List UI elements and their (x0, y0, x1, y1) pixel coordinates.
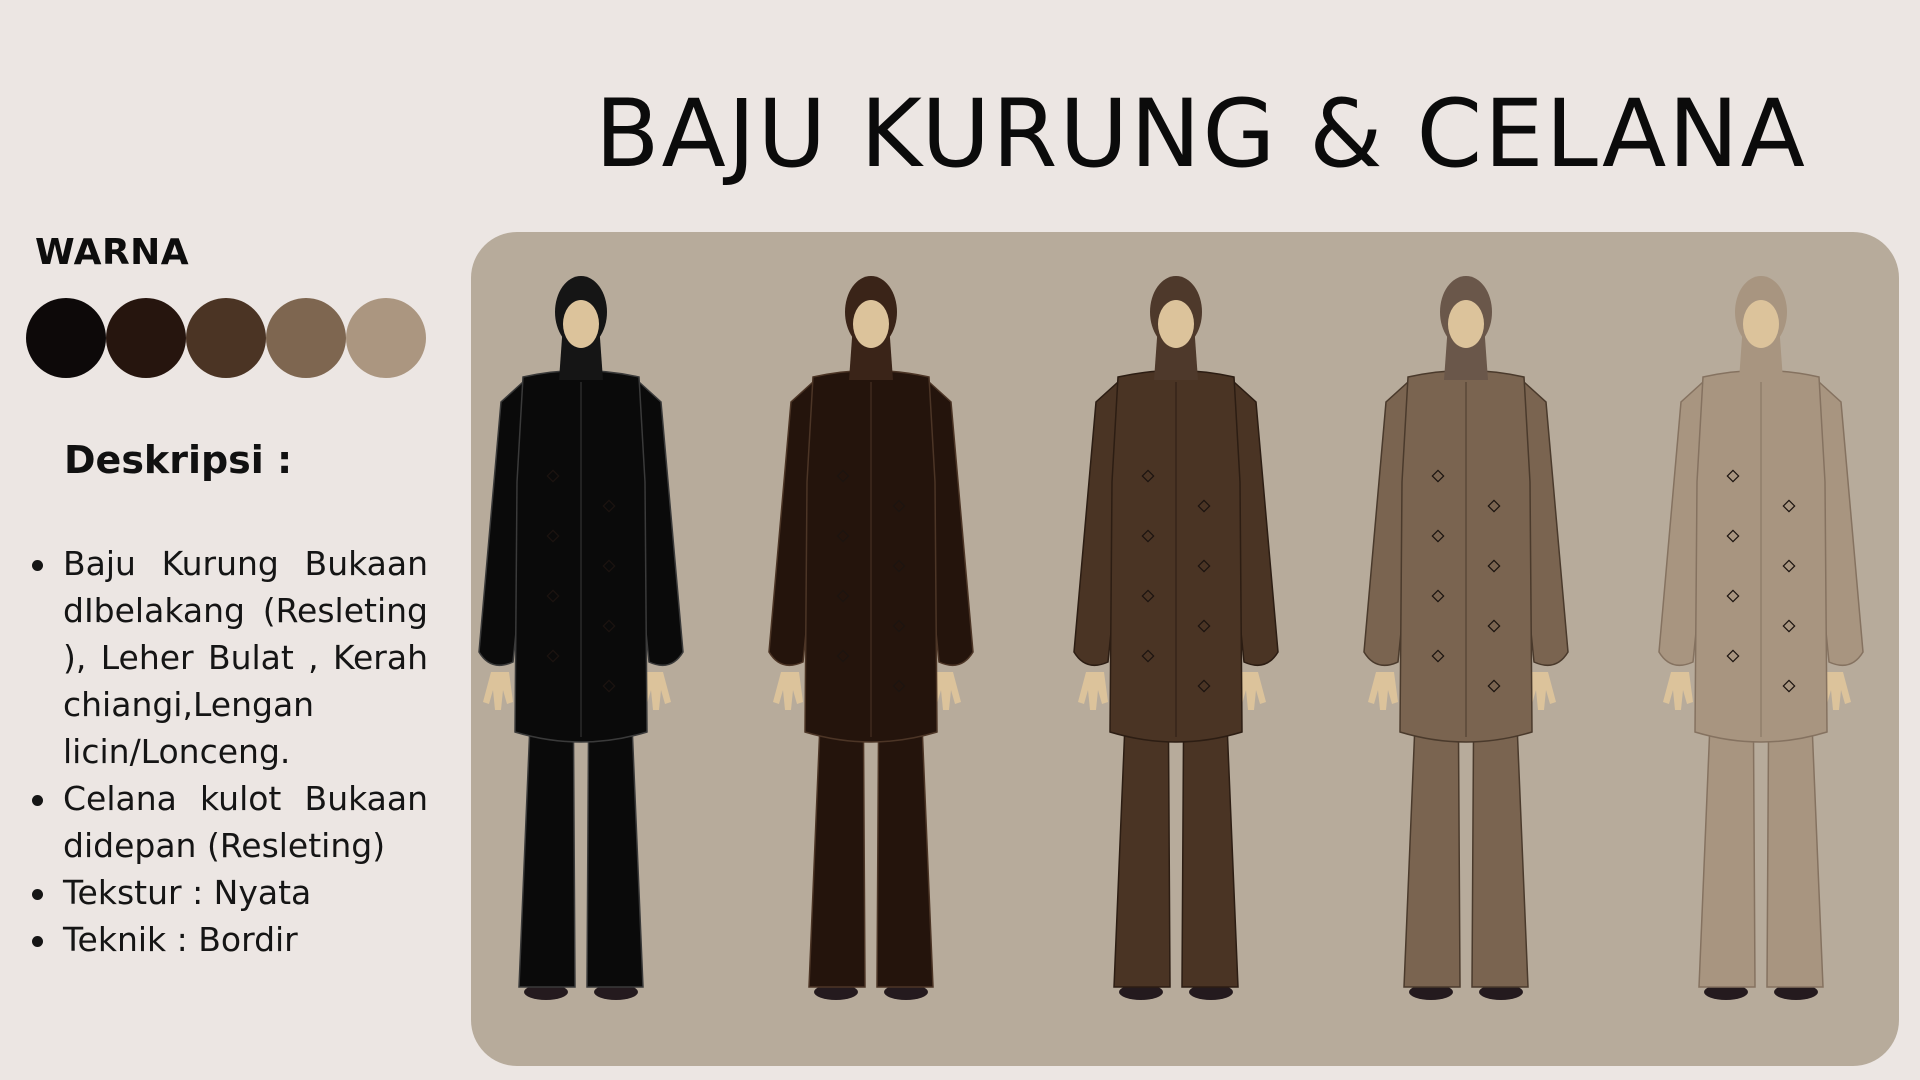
face (563, 300, 599, 348)
description-item: Tekstur : Nyata (28, 869, 428, 916)
face (853, 300, 889, 348)
color-swatch-2 (106, 298, 186, 378)
face (1743, 300, 1779, 348)
hand (1368, 672, 1398, 710)
color-swatch-1 (26, 298, 106, 378)
illustration-panel (471, 232, 1899, 1066)
hand (1663, 672, 1693, 710)
hand (773, 672, 803, 710)
description-item: Celana kulot Bukaan didepan (Resleting) (28, 775, 428, 869)
outfit-mocha (1364, 276, 1568, 1000)
hand (1078, 672, 1108, 710)
outfit-brown (1074, 276, 1278, 1000)
fashion-illustration (471, 232, 1899, 1066)
color-swatch-5 (346, 298, 426, 378)
face (1158, 300, 1194, 348)
color-palette-label: WARNA (35, 232, 190, 273)
description-item: Baju Kurung Bukaan dIbelakang (Resleting ), Leher Bulat , Kerah chiangi,Lengan licin/Lonceng. (28, 540, 428, 775)
outfit-dark-brown (769, 276, 973, 1000)
outfit-black (479, 276, 683, 1000)
color-palette (26, 298, 426, 378)
hand (483, 672, 513, 710)
color-swatch-3 (186, 298, 266, 378)
color-swatch-4 (266, 298, 346, 378)
description-item: Teknik : Bordir (28, 916, 428, 963)
page-title: BAJU KURUNG & CELANA (595, 80, 1807, 189)
outfit-taupe (1659, 276, 1863, 1000)
face (1448, 300, 1484, 348)
description-list (28, 540, 428, 963)
description-heading: Deskripsi : (64, 438, 293, 482)
